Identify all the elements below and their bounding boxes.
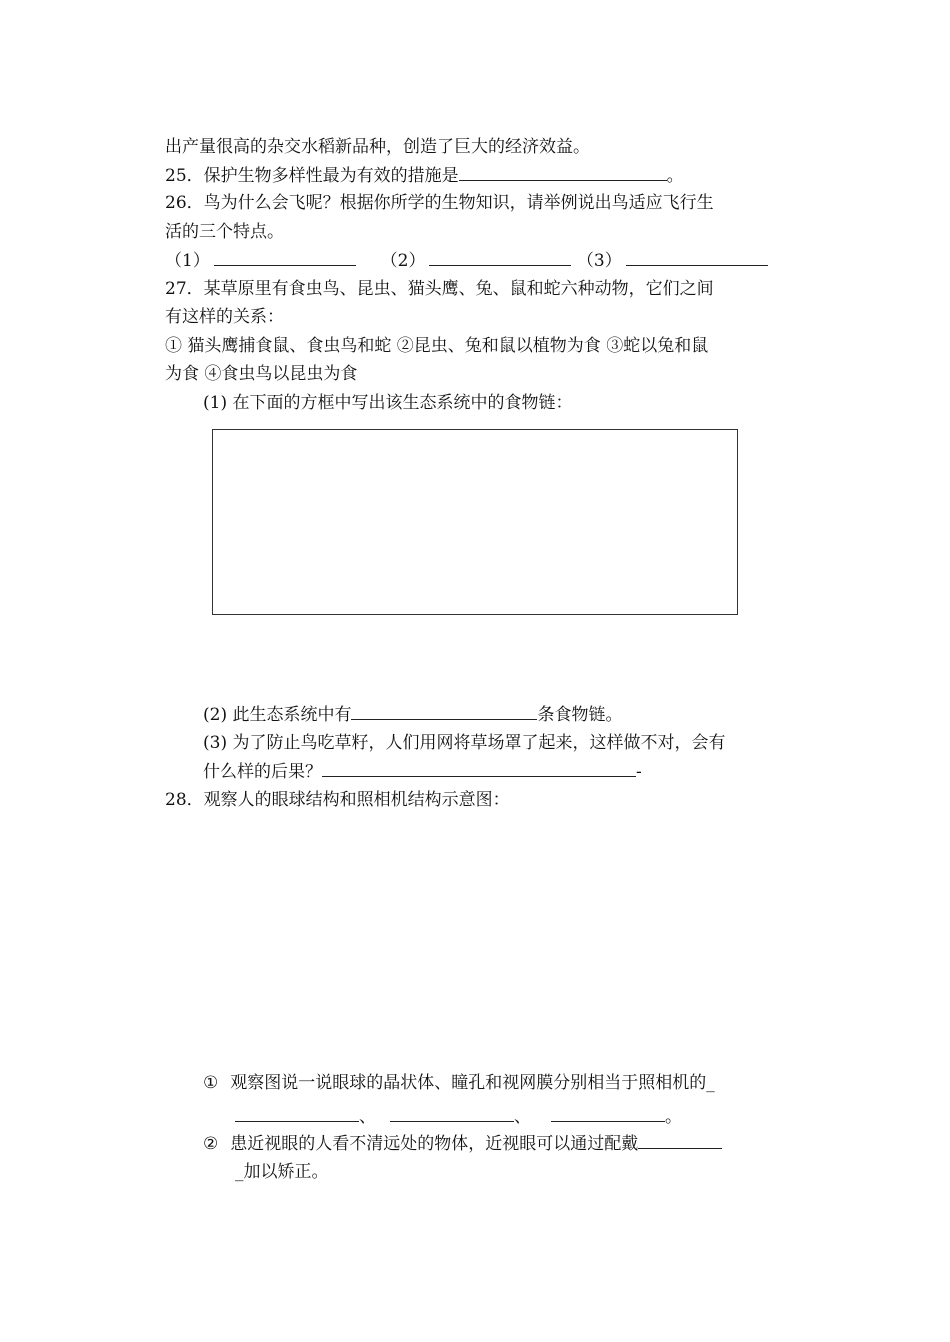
q28-sep-2: 、 — [514, 1107, 531, 1127]
q27-sub2-post: 条食物链。 — [537, 705, 623, 725]
q27-line2: 有这样的关系： — [165, 307, 284, 327]
q28-blank-retina[interactable] — [551, 1104, 665, 1122]
q27-sub3-text: 什么样的后果？ — [203, 762, 322, 782]
q27-line4: 为食 ④食虫鸟以昆虫为食 — [165, 364, 358, 384]
q28-sep-1: 、 — [359, 1107, 376, 1127]
q27-sub3-line1: (3) 为了防止鸟吃草籽，人们用网将草场罩了起来，这样做不对，会有 — [203, 733, 726, 753]
q26-blank-2[interactable] — [429, 248, 571, 266]
q27-sub2-pre: (2) 此生态系统中有 — [203, 705, 352, 725]
q28-blank-pupil[interactable] — [390, 1104, 514, 1122]
q28-item1-text: 观察图说一说眼球的晶状体、瞳孔和视网膜分别相当于照相机的_ — [230, 1073, 715, 1093]
q26-label-3: （3） — [576, 251, 622, 271]
q27-sub1: (1) 在下面的方框中写出该生态系统中的食物链： — [203, 393, 573, 413]
q27-line3: ① 猫头鹰捕食鼠、食虫鸟和蛇 ②昆虫、兔和鼠以植物为食 ③蛇以兔和鼠 — [165, 336, 709, 356]
q26-answers — [165, 248, 768, 273]
q28-item1-line1 — [203, 1071, 715, 1095]
q26-line2: 活的三个特点。 — [165, 222, 284, 242]
q28-text: 观察人的眼球结构和照相机结构示意图： — [203, 790, 510, 810]
q25-answer-blank[interactable] — [459, 163, 667, 181]
q27-text: 某草原里有食虫鸟、昆虫、猫头鹰、兔、鼠和蛇六种动物，它们之间 — [203, 279, 714, 299]
q25-text: 保护生物多样性最为有效的措施是 — [203, 166, 459, 186]
question-26-line1 — [165, 191, 714, 215]
q28-item1-end: 。 — [665, 1107, 682, 1127]
q28-item2-mark: ② — [203, 1134, 219, 1154]
q25-end: 。 — [666, 166, 684, 186]
q26-blank-1[interactable] — [214, 248, 356, 266]
question-27-line1 — [165, 277, 714, 301]
q28-item2-blank[interactable] — [638, 1131, 722, 1149]
q26-label-1: （1） — [165, 251, 210, 271]
q27-sub2 — [203, 702, 622, 727]
q27-sub3-end: - — [636, 762, 642, 782]
q24-continuation: 出产量很高的杂交水稻新品种，创造了巨大的经济效益。 — [165, 137, 590, 157]
question-28 — [165, 788, 510, 812]
q28-blank-lens[interactable] — [235, 1104, 359, 1122]
q27-sub3-line2 — [203, 759, 642, 784]
food-chain-answer-box[interactable] — [212, 429, 738, 615]
q27-sub2-blank[interactable] — [351, 702, 537, 720]
q26-blank-3[interactable] — [626, 248, 768, 266]
q27-sub3-blank[interactable] — [322, 759, 636, 777]
question-25 — [165, 163, 684, 188]
q27-number: 27． — [165, 279, 204, 299]
q26-number: 26． — [165, 193, 204, 213]
q28-item1-mark: ① — [203, 1073, 219, 1093]
q25-number: 25． — [165, 166, 204, 186]
q28-number: 28． — [165, 790, 204, 810]
q28-item1-line2 — [235, 1104, 682, 1129]
q26-label-2: （2） — [380, 251, 426, 271]
q28-item2-text: 患近视眼的人看不清远处的物体，近视眼可以通过配戴 — [230, 1134, 639, 1154]
q28-item2-line1 — [203, 1131, 722, 1156]
q28-item2-line2: _加以矫正。 — [235, 1162, 329, 1182]
q26-text: 鸟为什么会飞呢？根据你所学的生物知识，请举例说出鸟适应飞行生 — [203, 193, 714, 213]
